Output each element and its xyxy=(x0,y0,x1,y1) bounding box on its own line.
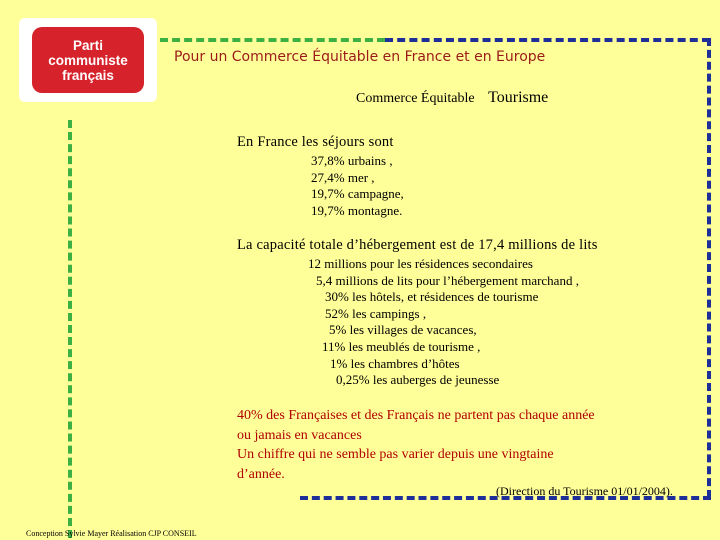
frame-border-top-green xyxy=(160,38,385,42)
note-block xyxy=(237,406,595,484)
logo-line-3: français xyxy=(62,67,114,83)
capacity-item: 12 millions pour les résidences secondaires xyxy=(308,256,533,271)
capacity-item: 5% les villages de vacances, xyxy=(329,322,477,338)
subtitle-right: Tourisme xyxy=(488,89,549,106)
logo-line-2: communiste xyxy=(48,52,128,68)
capacity-item: 52% les campings , xyxy=(325,305,427,321)
capacity-item: 5,4 millions de lits pour l’hébergement marchand , xyxy=(316,272,579,288)
stays-list xyxy=(311,153,404,219)
note-line: Un chiffre qui ne semble pas varier depuis une vingtaine xyxy=(237,447,554,462)
note-line: ou jamais en vacances xyxy=(237,427,362,443)
note-line: 40% des Françaises et des Français ne partent pas chaque année xyxy=(237,408,595,423)
credit-line: Conception Sylvie Mayer Réalisation CJP CONSEIL xyxy=(26,529,197,538)
capacity-item: 11% les meublés de tourisme , xyxy=(322,338,481,354)
party-logo xyxy=(19,18,157,102)
party-logo-badge xyxy=(32,27,144,93)
capacity-list xyxy=(308,256,579,389)
stays-item: 19,7% campagne, xyxy=(311,186,404,202)
stays-item: 19,7% montagne. xyxy=(311,202,403,218)
stays-heading: En France les séjours sont xyxy=(237,134,394,150)
stays-item: 27,4% mer , xyxy=(311,169,375,185)
header-title: Pour un Commerce Équitable en France et en Europe xyxy=(174,49,546,65)
source-citation: (Direction du Tourisme 01/01/2004). xyxy=(496,484,673,498)
capacity-item: 0,25% les auberges de jeunesse xyxy=(336,372,500,388)
note-line: d’année. xyxy=(237,466,285,482)
stays-item: 37,8% urbains , xyxy=(311,153,393,168)
frame-border-right xyxy=(707,38,711,498)
subtitle xyxy=(356,89,548,107)
frame-border-left xyxy=(68,120,72,538)
capacity-item: 30% les hôtels, et résidences de tourisme xyxy=(325,289,539,305)
capacity-heading: La capacité totale d’hébergement est de 17,4 millions de lits xyxy=(237,237,598,253)
subtitle-left: Commerce Équitable xyxy=(356,91,475,106)
capacity-item: 1% les chambres d’hôtes xyxy=(330,355,460,371)
frame-border-top-blue xyxy=(385,38,710,42)
logo-line-1: Parti xyxy=(72,37,103,53)
